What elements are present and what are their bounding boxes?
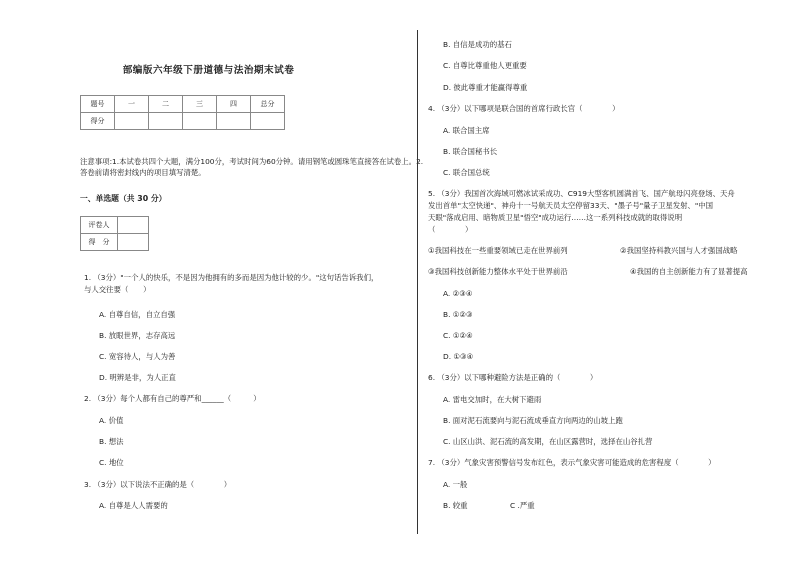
option: C. 山区山洪、泥石流的高发期，在山区露营时，选择在山谷扎营 [443, 437, 653, 446]
option: A. 自尊自信，自立自强 [99, 310, 176, 319]
option: D. ①③④ [443, 352, 474, 361]
question-stem: 3. （3分）以下说法不正确的是（ ） [84, 480, 232, 489]
score-header-cell: 一 [115, 96, 149, 113]
question-stem: 4. （3分）以下哪项是联合国的首席行政长官（ ） [428, 104, 620, 113]
score-table-header-row [81, 96, 285, 113]
score-cell [115, 113, 149, 130]
question-stem: 天眼"落成启用、暗物质卫星"悟空"成功运行……这一系列科技成就的取得说明 [428, 213, 683, 222]
option: A. 联合国主席 [443, 126, 490, 135]
section-heading: 一、单选题（共 30 分） [80, 194, 167, 203]
score-header-cell: 题号 [81, 96, 115, 113]
notice-line-2: 答卷前请将密封线内的项目填写清楚。 [80, 168, 206, 177]
grader-cell [118, 234, 149, 251]
option: A. 雷电交加时，在大树下避雨 [443, 395, 542, 404]
option: D. 明辨是非，为人正直 [99, 373, 176, 382]
question-stem: 7. （3分）气象灾害预警信号发布红色，表示气象灾害可能造成的危害程度（ ） [428, 458, 716, 467]
score-header-cell: 四 [217, 96, 251, 113]
score-table-value-row [81, 113, 285, 130]
grader-cell [118, 217, 149, 234]
option: A. 价值 [99, 416, 124, 425]
question-stem: 1. （3分）"一个人的快乐，不是因为他拥有的多而是因为他计较的少。"这句话告诉我们， [84, 273, 379, 282]
option: C. 自尊比尊重他人更重要 [443, 61, 527, 70]
score-cell [183, 113, 217, 130]
option: B. 放眼世界，志存高远 [99, 331, 176, 340]
option: A. 自尊是人人需要的 [99, 501, 168, 510]
grader-table [80, 216, 149, 251]
option: B. 面对泥石流要向与泥石流成垂直方向两边的山坡上跑 [443, 416, 623, 425]
statement: ④我国的自主创新能力有了显著提高 [630, 267, 748, 276]
statement: ②我国坚持科教兴国与人才强国战略 [620, 246, 738, 255]
option: B. 联合国秘书长 [443, 147, 498, 156]
score-cell [251, 113, 285, 130]
score-header-cell: 二 [149, 96, 183, 113]
statement: ①我国科技在一些重要领域已走在世界前列 [428, 246, 568, 255]
option: C. 宽容待人，与人为善 [99, 352, 176, 361]
option: C. 地位 [99, 458, 124, 467]
score-row-label: 得分 [81, 113, 115, 130]
option: B. 较重 [443, 501, 468, 510]
exam-title: 部编版六年级下册道德与法治期末试卷 [122, 65, 295, 76]
option: A. 一般 [443, 480, 468, 489]
option: C .严重 [510, 501, 535, 510]
grader-label: 评卷人 [81, 217, 118, 234]
question-stem: 6. （3分）以下哪种避险方法是正确的（ ） [428, 373, 598, 382]
column-divider [417, 30, 418, 534]
option: C. ①②④ [443, 331, 473, 340]
question-stem: 5. （3分）我国首次海域可燃冰试采成功、C919大型客机圆满首飞、国产航母闪亮登场、天舟 [428, 189, 735, 198]
option: D. 彼此尊重才能赢得尊重 [443, 83, 528, 92]
option: B. 想法 [99, 437, 124, 446]
notice-line-1: 注意事项:1.本试卷共四个大题，满分100分，考试时间为60分钟。请用钢笔或圆珠笔直接答在试卷上。2. [80, 157, 424, 166]
statement: ③我国科技创新能力整体水平处于世界前沿 [428, 267, 568, 276]
question-stem: （ ） [428, 225, 473, 234]
score-table [80, 95, 285, 130]
option: C. 联合国总统 [443, 168, 490, 177]
score-header-cell: 总分 [251, 96, 285, 113]
question-stem: 2. （3分）每个人都有自己的尊严和______（ ） [84, 394, 261, 403]
score-cell [217, 113, 251, 130]
score-cell [149, 113, 183, 130]
question-stem: 与人交往要（ ） [84, 285, 151, 294]
score-header-cell: 三 [183, 96, 217, 113]
option: B. ①②③ [443, 310, 473, 319]
option: A. ②③④ [443, 289, 473, 298]
grader-label: 得 分 [81, 234, 118, 251]
option: B. 自信是成功的基石 [443, 40, 512, 49]
question-stem: 发出首单"太空快递"、神舟十一号航天员太空停留33天、"墨子号"量子卫星发射、"中国 [428, 201, 714, 210]
